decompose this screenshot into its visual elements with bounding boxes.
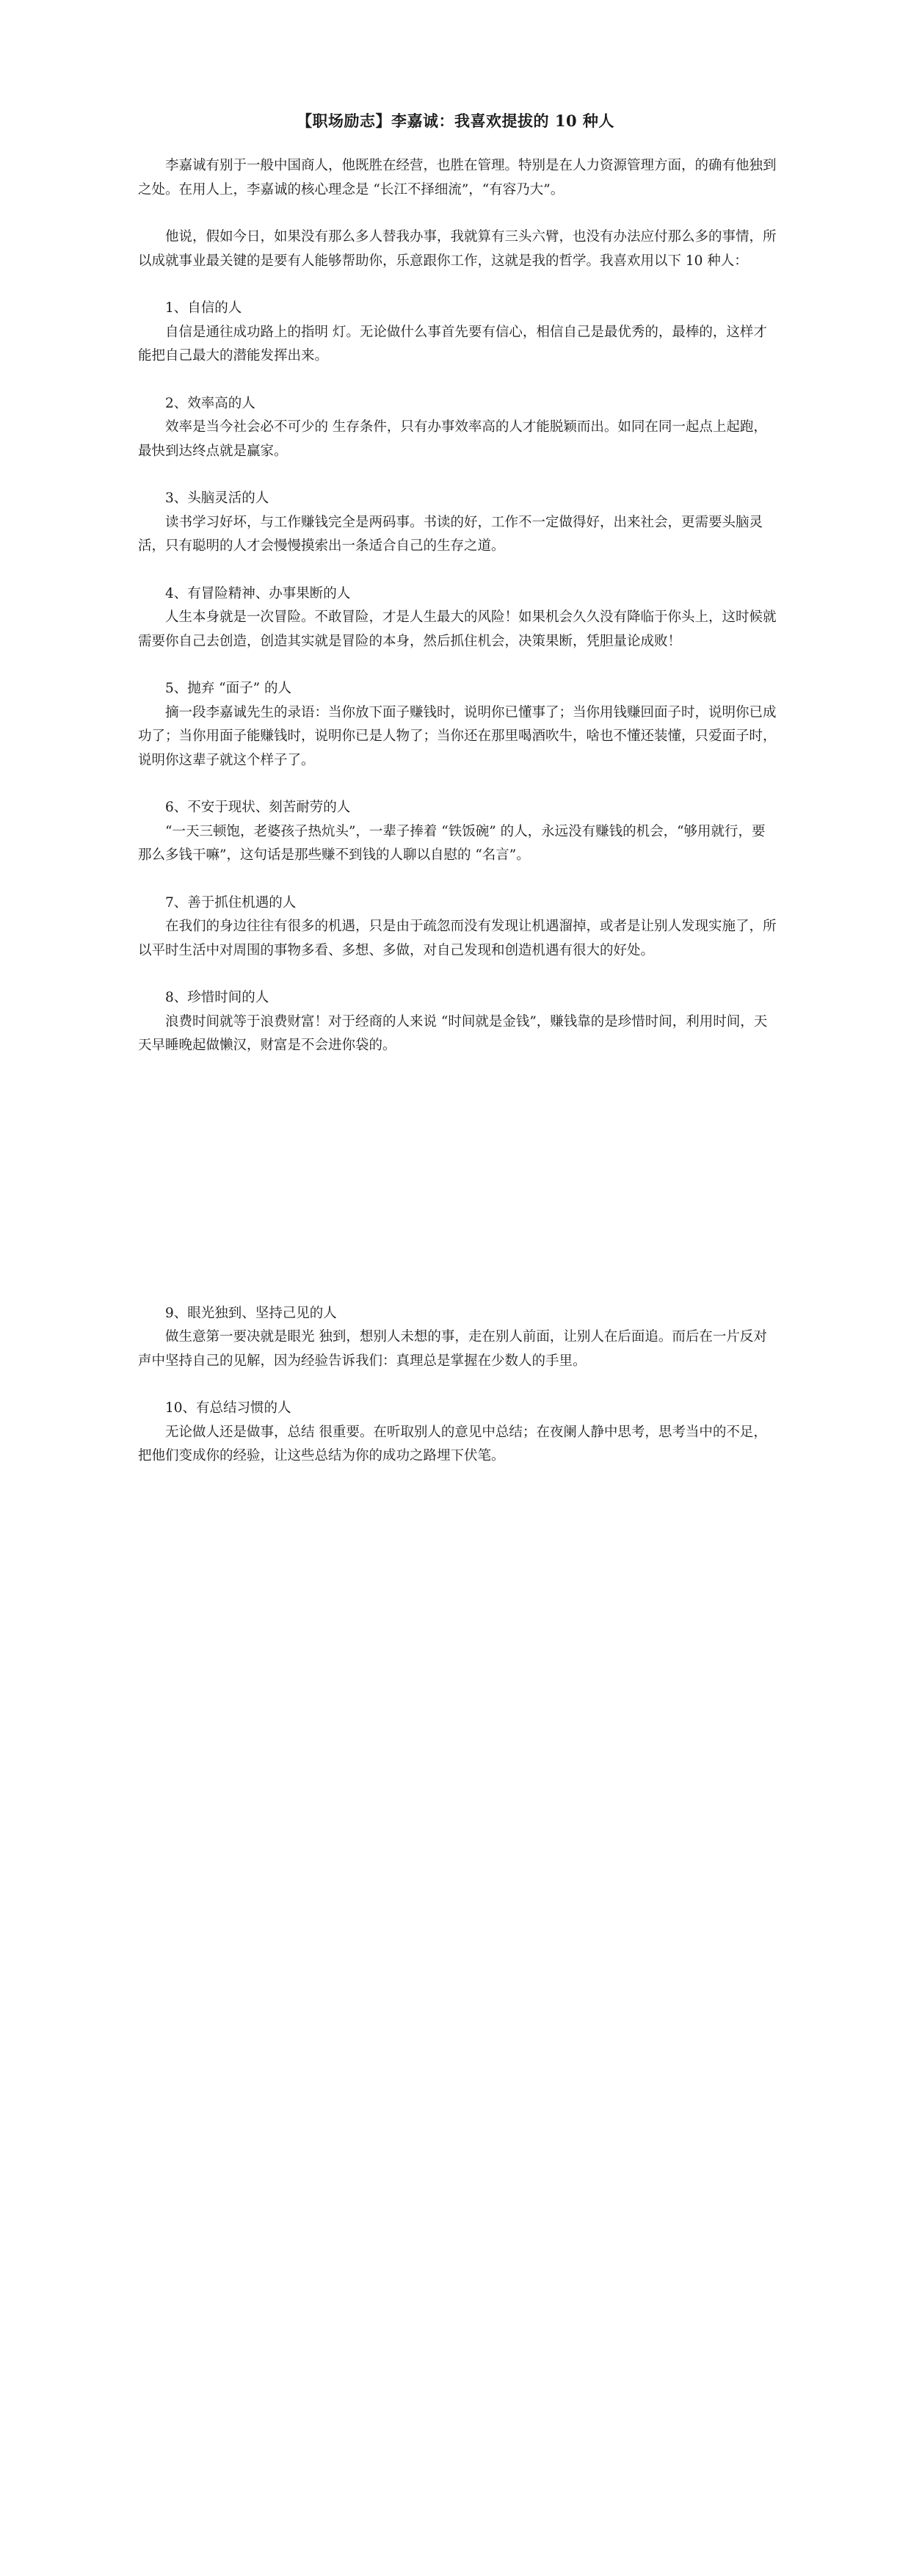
section-heading: 10、有总结习惯的人 <box>165 1400 291 1416</box>
section-heading: 9、眼光独到、坚持己见的人 <box>165 1305 337 1321</box>
section-2 <box>138 392 778 464</box>
section-body: 摘一段李嘉诚先生的录语：当你放下面子赚钱时，说明你已懂事了；当你用钱赚回面子时，说明你已成功了；当你用面子能赚钱时，说明你已是人物了；当你还在那里喝酒吹牛，啥也不懂还装懂，只爱面子时，说明你这辈子就这个样子了。 <box>138 704 777 768</box>
section-heading: 3、头脑灵活的人 <box>165 491 269 506</box>
intro-paragraph-1: 李嘉诚有别于一般中国商人，他既胜在经营，也胜在管理。特别是在人力资源管理方面，的确有他独到之处。在用人上，李嘉诚的核心理念是 “长江不择细流”，“有容乃大”。 <box>138 158 777 198</box>
section-body: 无论做人还是做事，总结 很重要。在听取别人的意见中总结；在夜阑人静中思考，思考当中的不足，把他们变成你的经验，让这些总结为你的成功之路埋下伏笔。 <box>138 1424 767 1464</box>
section-8 <box>138 986 778 1058</box>
section-body: 自信是通往成功路上的指明 灯。无论做什么事首先要有信心，相信自己是最优秀的，最棒的，这样才能把自己最大的潜能发挥出来。 <box>138 324 767 363</box>
section-body: 做生意第一要决就是眼光 独到，想别人未想的事，走在别人前面，让别人在后面追。而后在一片反对声中坚持自己的见解，因为经验告诉我们：真理总是掌握在少数人的手里。 <box>138 1329 767 1369</box>
document-title: 【职场励志】李嘉诚：我喜欢提拔的 10 种人 <box>297 112 614 130</box>
intro-paragraph-2: 他说，假如今日，如果没有那么多人替我办事，我就算有三头六臂，也没有办法应付那么多的事情，所以成就事业最关键的是要有人能够帮助你，乐意跟你工作，这就是我的哲学。我喜欢用以下 10 种人： <box>138 229 777 269</box>
section-heading: 8、珍惜时间的人 <box>165 990 269 1005</box>
section-5 <box>138 677 778 773</box>
section-heading: 7、善于抓住机遇的人 <box>165 894 297 911</box>
section-heading: 2、效率高的人 <box>165 395 255 411</box>
section-body: 效率是当今社会必不可少的 生存条件，只有办事效率高的人才能脱颖而出。如同在同一起点上起跑，最快到达终点就是赢家。 <box>138 419 767 459</box>
section-7 <box>138 891 778 963</box>
section-1 <box>138 297 778 369</box>
section-6 <box>138 796 778 868</box>
section-10 <box>138 1397 778 1469</box>
section-heading: 5、抛弃 “面子” 的人 <box>165 681 291 696</box>
section-body: 在我们的身边往往有很多的机遇，只是由于疏忽而没有发现让机遇溜掉，或者是让别人发现实施了，所以平时生活中对周围的事物多看、多想、多做，对自己发现和创造机遇有很大的好处。 <box>138 919 777 958</box>
section-body: 浪费时间就等于浪费财富！对于经商的人来说 “时间就是金钱”，赚钱靠的是珍惜时间，利用时间，天天早睡晚起做懒汉，财富是不会进你袋的。 <box>138 1013 768 1053</box>
section-9 <box>138 1302 778 1374</box>
section-3 <box>138 487 778 559</box>
section-4 <box>138 582 778 654</box>
section-body: “一天三顿饱，老婆孩子热炕头”，一辈子捧着 “铁饭碗” 的人，永远没有赚钱的机会，“够用就行，要那么多钱干嘛”，这句话是那些赚不到钱的人聊以自慰的 “名言”。 <box>138 823 766 863</box>
section-heading: 6、不安于现状、刻苦耐劳的人 <box>165 800 351 815</box>
section-body: 读书学习好坏，与工作赚钱完全是两码事。书读的好，工作不一定做得好，出来社会，更需要头脑灵活，只有聪明的人才会慢慢摸索出一条适合自己的生存之道。 <box>138 514 763 554</box>
section-body: 人生本身就是一次冒险。不敢冒险，才是人生最大的风险！如果机会久久没有降临于你头上，这时候就需要你自己去创造，创造其实就是冒险的本身，然后抓住机会，决策果断，凭胆量论成败！ <box>138 609 777 649</box>
section-heading: 4、有冒险精神、办事果断的人 <box>165 585 351 601</box>
document-body <box>138 154 778 1469</box>
section-heading: 1、自信的人 <box>165 300 242 316</box>
